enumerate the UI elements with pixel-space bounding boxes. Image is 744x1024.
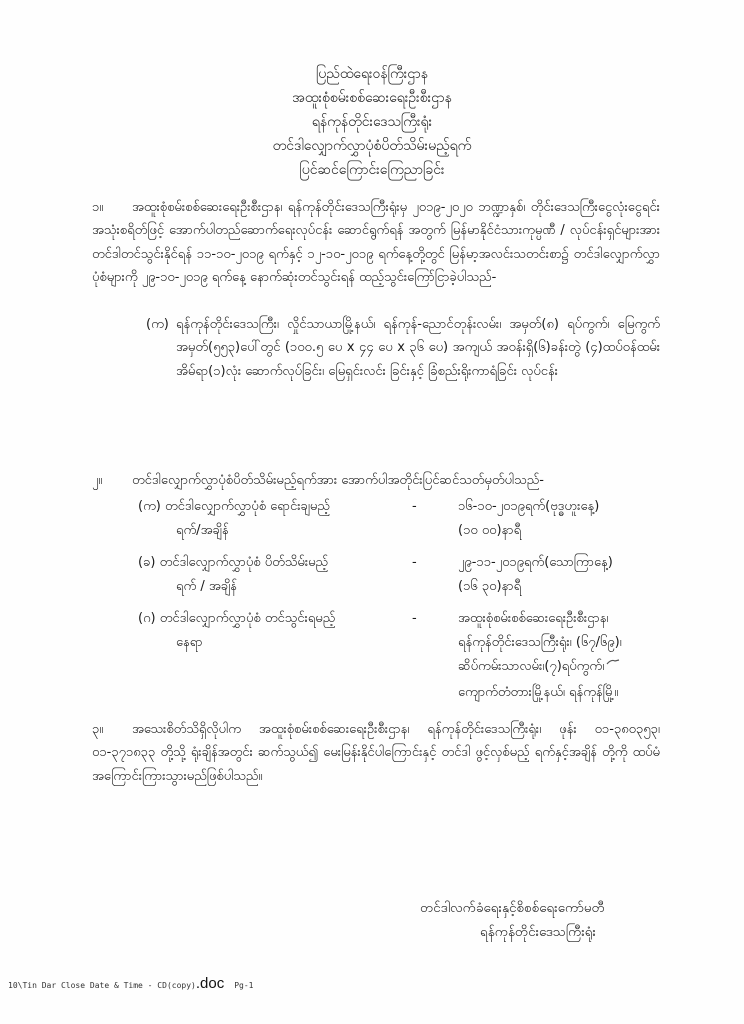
section-2-item-c-value3: ဆိပ်ကမ်းသာလမ်း၊(၇)ရပ်ကွက်၊ — [458, 659, 605, 674]
section-3-text: အသေးစိတ်သိရှိလိုပါက အထူးစုံစမ်းစစ်ဆေးရေးဦးစီးဌာန၊ ရန်ကုန်တိုင်းဒေသကြီးရုံး၊ ဖုန်း ၀၁-၃၈၀၃၅၃၊ ၀၁-၃၇၁၈၃၃ တို့သို့ ရုံးချိန်အတွင်း ဆက်သွယ်၍ မေးမြန်းနိုင်ပါကြောင်းနှင့် တင်ဒါ ဖွင့်လှစ်မည့် ရက်နှင့်အချိန် တို့ကို ထပ်မံအကြောင်းကြားသွားမည်ဖြစ်ပါသည်။ — [92, 722, 660, 784]
document-header — [150, 62, 594, 182]
section-2-item-a-value: ၁၆-၁၀-၂၀၁၉ရက်(ဗုဒ္ဓဟူးနေ့) — [458, 499, 600, 514]
section-2-item-b-label2: ရက် / အချိန် — [176, 579, 237, 594]
section-2-item-c-label2: နေရာ — [176, 635, 203, 650]
section-2-item-a-label2: ရက်/အချိန် — [176, 523, 229, 538]
document-footer — [8, 975, 253, 992]
notice-subject: တင်ဒါလျှောက်လွှာပုံစံပိတ်သိမ်းမည့်ရက် — [272, 138, 472, 154]
section-2-item-b-value: ၂၉-၁၁-၂၀၁၉ရက်(သောကြာနေ့) — [458, 555, 613, 570]
signature-block — [420, 896, 720, 944]
scan-speck-icon — [606, 658, 620, 666]
ministry-name: ပြည်ထဲရေးဝန်ကြီးဌာန — [315, 66, 429, 82]
department-name: အထူးစုံစမ်းစစ်ဆေးရေးဦးစီးဌာန — [292, 90, 452, 106]
footer-file-path: 10\Tin Dar Close Date & Time - CD(copy) — [8, 981, 196, 990]
section-2-item-c-value4: ကျောက်တံတားမြို့နယ်၊ ရန်ကုန်မြို့။ — [458, 685, 619, 700]
section-2-item-b-label: (ခ) တင်ဒါလျှောက်လွှာပုံစံ ပိတ်သိမ်းမည့် — [138, 555, 329, 570]
section-2-item-c-value2: ရန်ကုန်တိုင်းဒေသကြီးရုံး၊ (၆၇/၆၉)၊ — [458, 635, 622, 650]
section-2-item-b-value2: (၁၆ ၃၀)နာရီ — [458, 579, 522, 594]
section-2-item-a-dash: - — [412, 499, 417, 514]
section-2-number: ၂။ — [92, 473, 103, 488]
notice-title: ပြင်ဆင်ကြောင်းကြေညာခြင်း — [299, 162, 445, 178]
section-2-item-a-value2: (၁၀ ၀၀)နာရီ — [458, 523, 522, 538]
section-2-item-c-dash: - — [412, 611, 417, 626]
section-1-text: အထူးစုံစမ်းစစ်ဆေးရေးဦးစီးဌာန၊ ရန်ကုန်တိုင်းဒေသကြီးရုံးမှ ၂၀၁၉-၂၀၂၀ ဘဏ္ဍာနှစ်၊ တိုင်းဒေသကြီးငွေလုံးငွေရင်းအသုံးစရိတ်ဖြင့် အောက်ပါတည်ဆောက်ရေးလုပ်ငန်း ဆောင်ရွက်ရန် အတွက် မြန်မာနိုင်ငံသားကုမ္ပဏီ / လုပ်ငန်းရှင်များအား တင်ဒါတင်သွင်းနိုင်ရန် ၁၁-၁၀-၂၀၁၉ ရက်နှင့် ၁၂-၁၀-၂၀၁၉ ရက်နေ့တို့တွင် မြန်မာ့အလင်းသတင်းစာ၌ တင်ဒါလျှောက်လွှာပုံစံများကို ၂၉-၁၀-၂၀၁၉ ရက်နေ့ နောက်ဆုံးတင်သွင်းရန် ထည့်သွင်းကြော်ငြာခဲ့ပါသည်- — [92, 200, 660, 285]
section-3-number: ၃။ — [92, 722, 104, 737]
section-1-item-label: (က) — [146, 317, 169, 332]
signature-office: ရန်ကုန်တိုင်းဒေသကြီးရုံး — [480, 924, 596, 940]
section-1-item-text: ရန်ကုန်တိုင်းဒေသကြီး၊ လှိုင်သာယာမြို့နယ်၊ ရန်ကုန်-ညောင်တုန်းလမ်း၊ အမှတ်(၈) ရပ်ကွက်၊ မြေကွက်အမှတ်(၅၅၃)ပေါ်တွင် (၁၀၀.၅ ပေ x ၄၄ ပေ x ၃၆ ပေ) အကျယ် အဝန်းရှိ(၆)ခန်းတွဲ (၄)ထပ်ဝန်ထမ်းအိမ်ရာ(၁)လုံး ဆောက်လုပ်ခြင်း၊ မြေရှင်းလင်း ခြင်းနှင့် ခြံစည်းရိုးကာရံခြင်း လုပ်ငန်း — [176, 317, 660, 379]
section-2-item-c-value: အထူးစုံစမ်းစစ်ဆေးရေးဦးစီးဌာန၊ — [458, 611, 609, 626]
section-2-item-a-label: (က) တင်ဒါလျှောက်လွှာပုံစံ ရောင်းချမည့် — [138, 499, 330, 514]
committee-name: တင်ဒါလက်ခံရေးနှင့်စိစစ်ရေးကော်မတီ — [420, 900, 605, 916]
footer-page-number: Pg-1 — [234, 981, 254, 990]
section-2-item-c-label: (ဂ) တင်ဒါလျှောက်လွှာပုံစံ တင်သွင်းရမည့် — [138, 611, 336, 626]
section-2-item-b-dash: - — [412, 555, 417, 570]
section-2-intro: တင်ဒါလျှောက်လွှာပုံစံပိတ်သိမ်းမည့်ရက်အား အောက်ပါအတိုင်းပြင်ဆင်သတ်မှတ်ပါသည်- — [132, 473, 544, 488]
office-name: ရန်ကုန်တိုင်းဒေသကြီးရုံး — [311, 114, 433, 130]
section-1-number: ၁။ — [92, 200, 104, 215]
footer-file-ext: .doc — [195, 975, 225, 992]
